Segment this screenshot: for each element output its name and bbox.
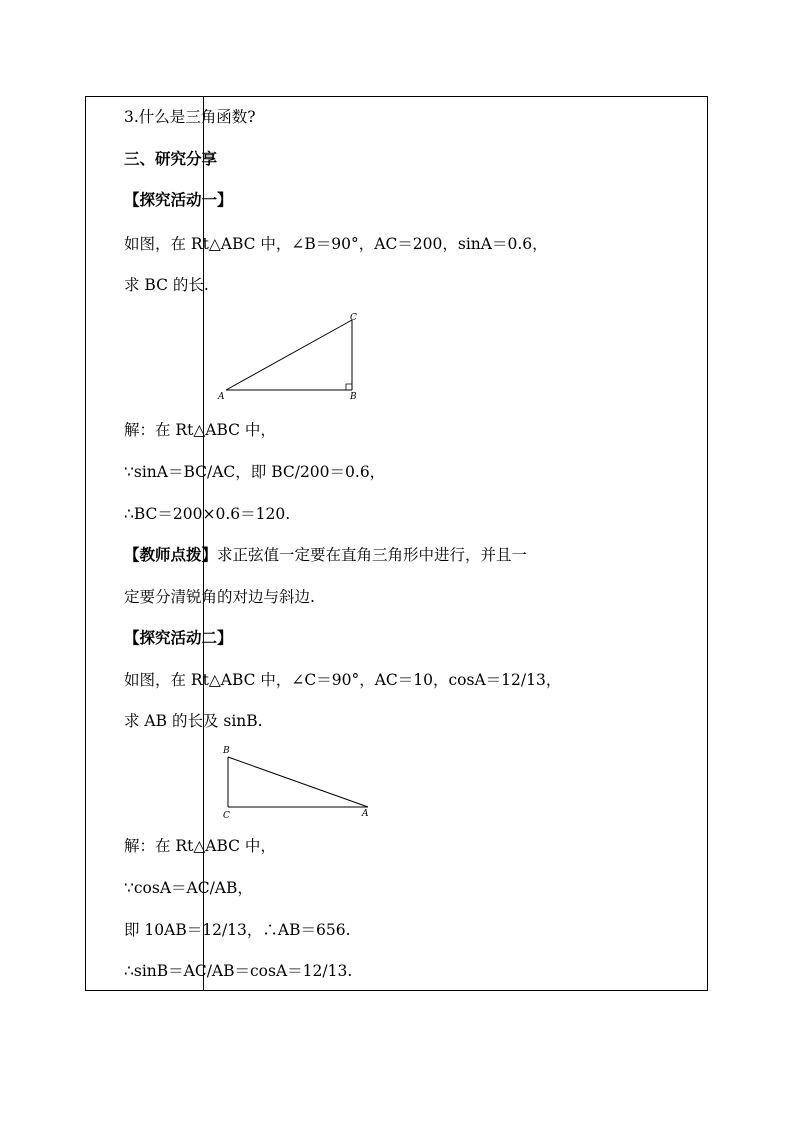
activity2-solution-line2: ∵cosA＝AC/AB，: [124, 879, 253, 897]
teacher-tip-line1: [124, 545, 527, 565]
activity1-problem-line1: 如图，在 Rt△ABC 中，∠B＝90°，AC＝200，sinA＝0.6，: [124, 235, 548, 253]
activity2-solution-line4: ∴sinB＝AC/AB＝cosA＝12/13.: [124, 962, 353, 980]
activity1-problem-line2: 求 BC 的长.: [124, 276, 209, 294]
teacher-tip-text: 求正弦值一定要在直角三角形中进行，并且一: [217, 546, 528, 564]
activity1-solution-line1: 解：在 Rt△ABC 中，: [124, 421, 276, 439]
vertex-c-label: C: [223, 811, 230, 821]
section-heading: 三、研究分享: [124, 149, 218, 168]
activity2-solution-line1: 解：在 Rt△ABC 中，: [124, 837, 276, 855]
vertex-a-label: A: [218, 392, 225, 402]
activity2-heading: 【探究活动二】: [124, 628, 233, 647]
teacher-tip-label: 【教师点拨】: [124, 545, 218, 564]
vertex-b-label: B: [223, 746, 230, 756]
activity1-heading: 【探究活动一】: [124, 190, 233, 209]
vertex-a-label: A: [362, 809, 369, 819]
vertex-b-label: B: [350, 392, 357, 402]
activity1-solution-line2: ∵sinA＝BC/AC，即 BC/200＝0.6，: [124, 463, 386, 481]
teacher-tip-line2: 定要分清锐角的对边与斜边.: [124, 588, 315, 606]
activity2-problem-line2: 求 AB 的长及 sinB.: [124, 712, 263, 730]
activity2-problem-line1: 如图，在 Rt△ABC 中，∠C＝90°，AC＝10，cosA＝12/13，: [124, 671, 562, 689]
triangle-figure-2: [218, 743, 378, 823]
triangle-figure-1: [212, 310, 362, 402]
column-divider: [203, 97, 204, 990]
question-3: 3.什么是三角函数?: [124, 108, 256, 126]
lesson-table: [85, 96, 708, 991]
vertex-c-label: C: [350, 313, 357, 323]
activity2-solution-line3: 即 10AB＝12/13，∴AB＝656.: [124, 921, 351, 939]
activity1-solution-line3: ∴BC＝200×0.6＝120.: [124, 505, 291, 523]
